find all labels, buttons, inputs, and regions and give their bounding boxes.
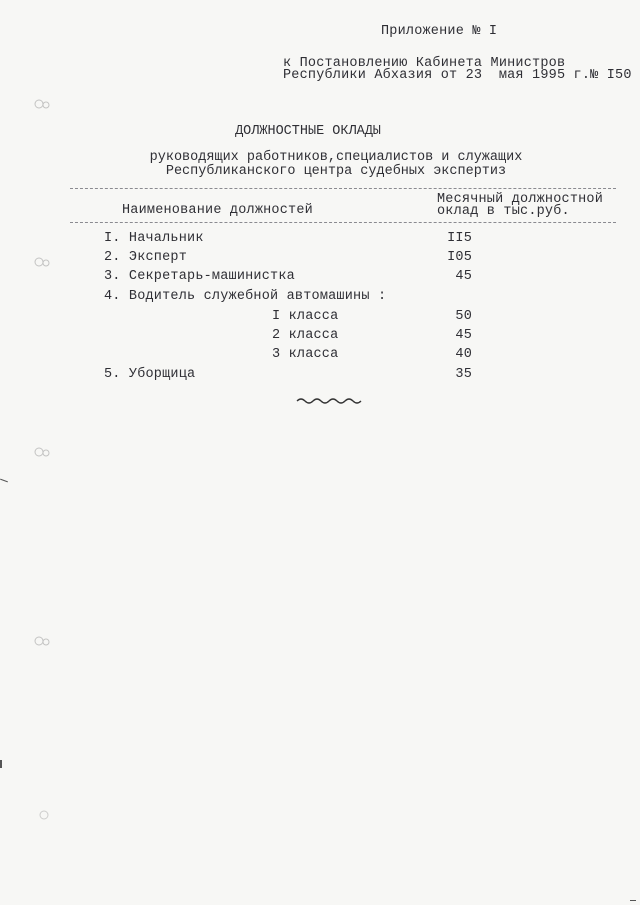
punch-hole-mark bbox=[36, 807, 54, 823]
table-row-label: I. Начальник bbox=[104, 231, 204, 246]
end-squiggle-divider bbox=[296, 396, 362, 404]
scan-mark bbox=[0, 479, 8, 483]
table-row-label: 3. Секретарь-машинистка bbox=[104, 269, 295, 284]
punch-hole-mark bbox=[33, 633, 51, 649]
table-row-value: I05 bbox=[447, 250, 472, 265]
document-subtitle-line-2: Республиканского центра судебных экспертиз bbox=[165, 164, 507, 179]
document-title: ДОЛЖНОСТНЫЕ ОКЛАДЫ bbox=[235, 124, 381, 139]
column-header-salary-line-2: оклад в тыс.руб. bbox=[437, 204, 570, 219]
scan-mark bbox=[630, 900, 636, 901]
resolution-line-1: к Постановлению Кабинета Министров bbox=[283, 56, 566, 71]
table-row-label: 2. Эксперт bbox=[104, 250, 188, 265]
resolution-line-2: Республики Абхазия от 23 мая 1995 г.№ I50 bbox=[283, 68, 632, 83]
table-row-value: 50 bbox=[455, 309, 472, 324]
table-row-label: 5. Уборщица bbox=[104, 367, 196, 382]
table-row-value: 35 bbox=[455, 367, 472, 382]
column-header-salary-line-1: Месячный должностной bbox=[437, 192, 604, 207]
table-row-value: 45 bbox=[455, 328, 472, 343]
table-row-value: 40 bbox=[455, 347, 472, 362]
column-header-position: Наименование должностей bbox=[122, 203, 313, 218]
scan-mark bbox=[0, 760, 2, 768]
table-row-label: 4. Водитель служебной автомашины : bbox=[104, 289, 387, 304]
punch-hole-mark bbox=[33, 254, 51, 270]
table-row-label: 3 класса bbox=[272, 347, 339, 362]
punch-hole-mark bbox=[33, 444, 51, 460]
table-top-rule bbox=[70, 188, 616, 189]
table-row-value: II5 bbox=[447, 231, 472, 246]
punch-hole-mark bbox=[33, 96, 51, 112]
table-row-label: I класса bbox=[272, 309, 339, 324]
document-subtitle-line-1: руководящих работников,специалистов и служащих bbox=[149, 150, 523, 165]
table-row-value: 45 bbox=[455, 269, 472, 284]
table-row-label: 2 класса bbox=[272, 328, 339, 343]
appendix-label: Приложение № I bbox=[381, 24, 498, 39]
table-header-rule bbox=[70, 222, 616, 223]
